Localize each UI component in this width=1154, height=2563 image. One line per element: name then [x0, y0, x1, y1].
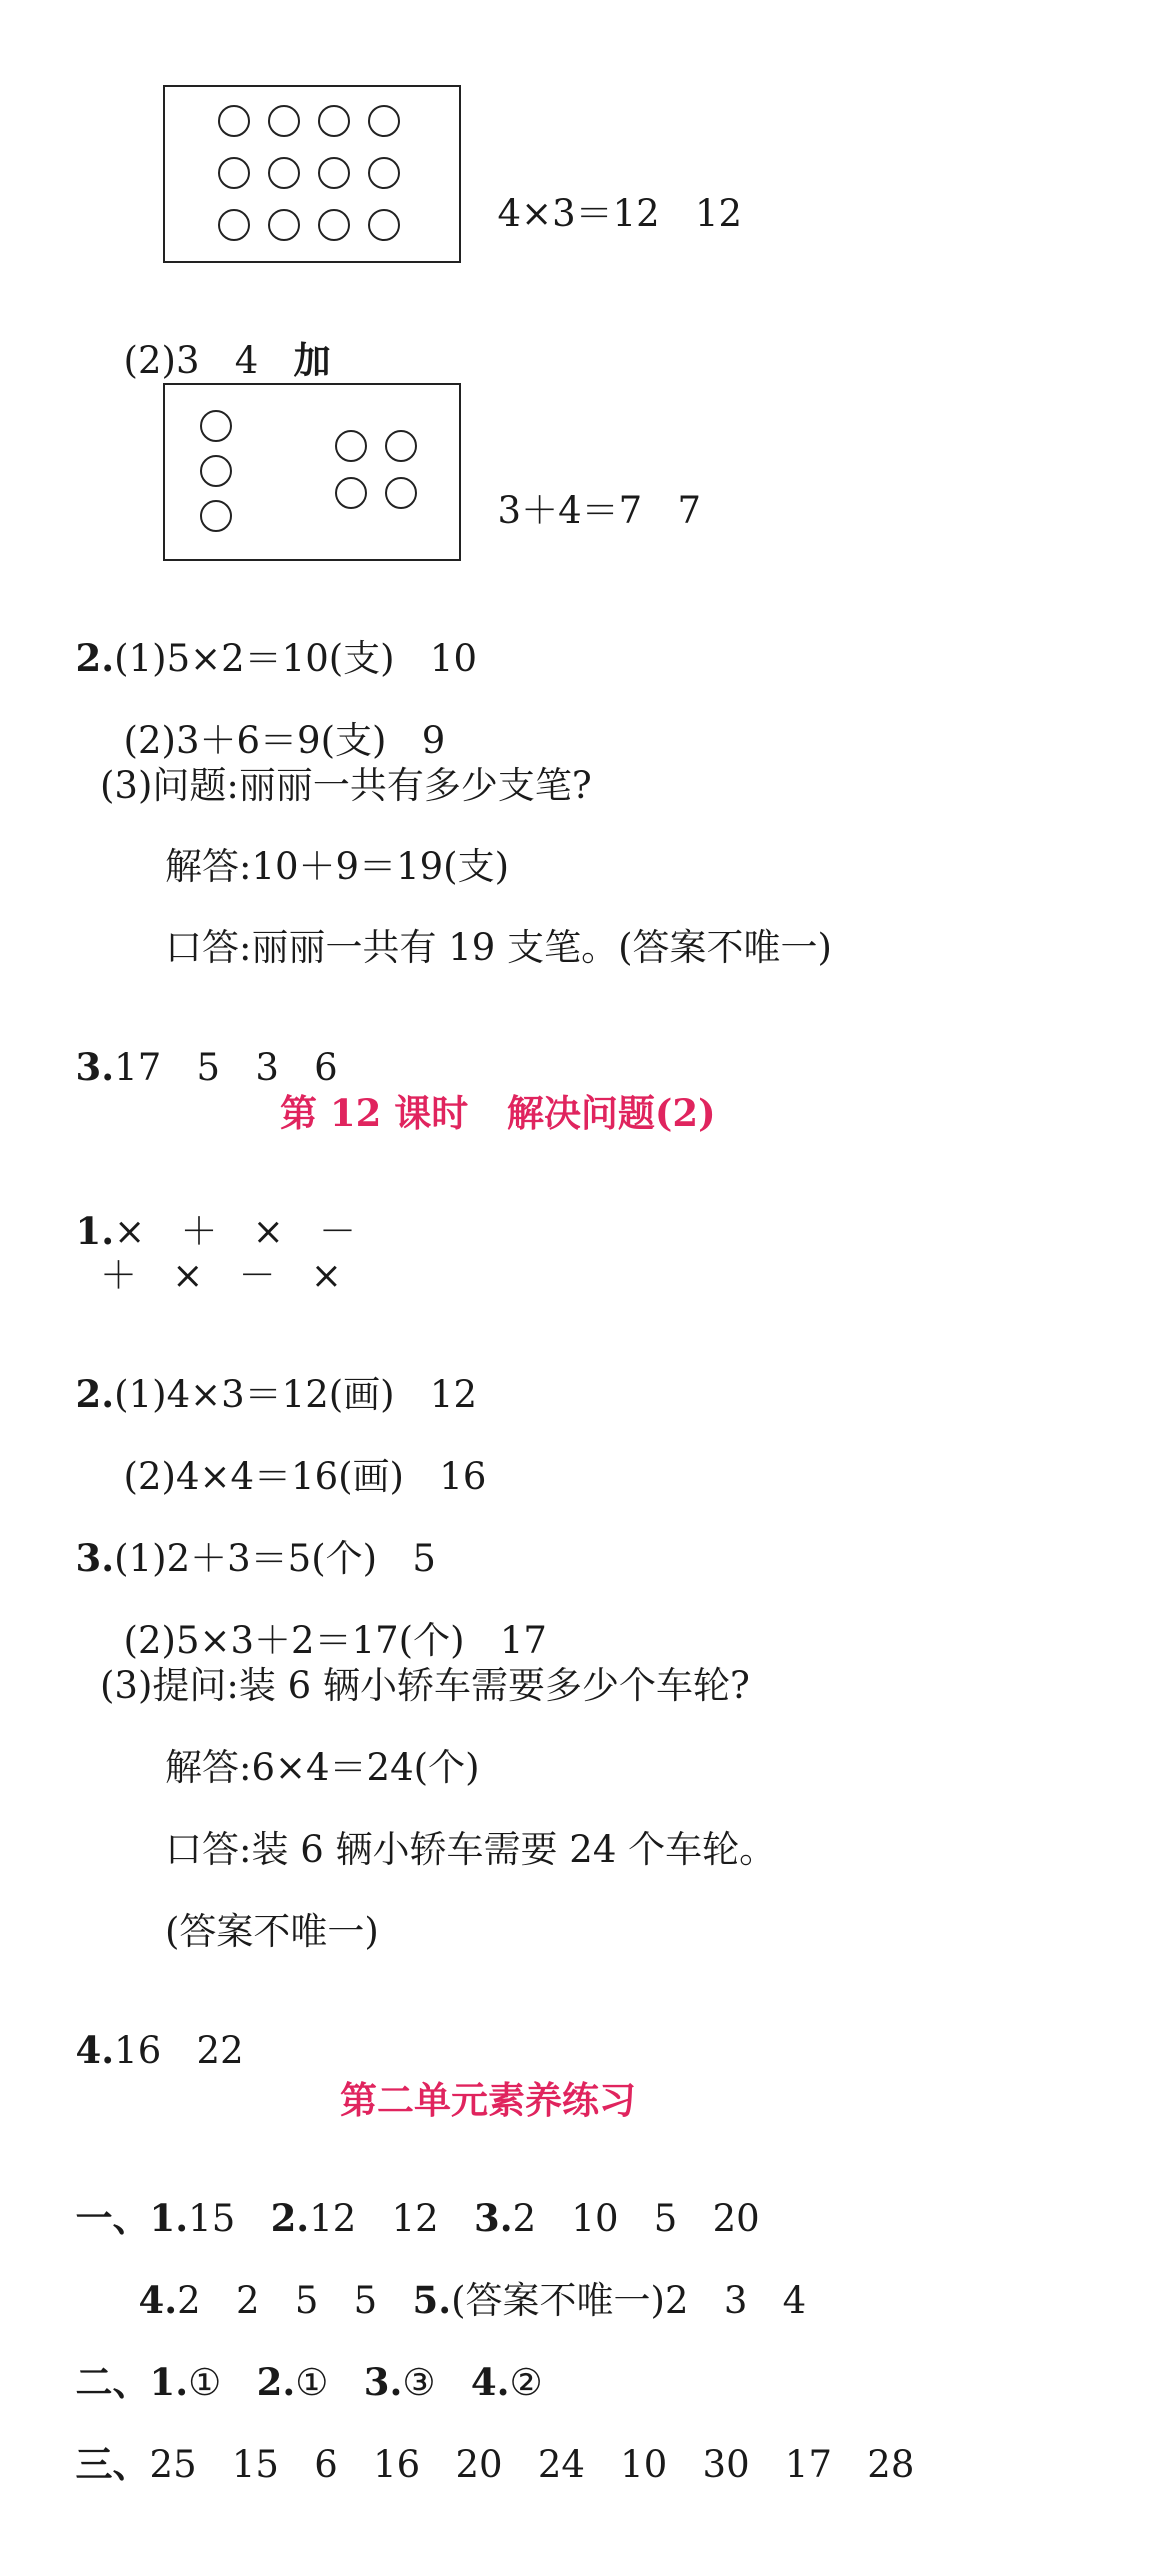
fig2-ans: 7: [677, 489, 701, 532]
answer-text: ②: [509, 2361, 543, 2404]
lesson12-title: 第 12 课时 解决问题(2): [280, 1091, 716, 1135]
answer-value: 17: [499, 1619, 547, 1662]
question-number: 3.: [75, 1045, 115, 1089]
question-number: 4.: [138, 2278, 178, 2322]
l12-q3-3: (3)提问:装 6 辆小轿车需要多少个车轮?: [100, 1664, 750, 1707]
part-label: 二、: [75, 2360, 150, 2404]
l12-q1-row1: [52, 1176, 357, 1253]
question-number: 1.: [149, 2360, 189, 2404]
circle: [268, 105, 300, 137]
unit2-title: 第二单元素养练习: [340, 2078, 636, 2122]
u2-p1-row2: [115, 2245, 807, 2322]
fig2-equation: [474, 455, 701, 532]
l12-q4: [52, 1995, 244, 2072]
l12-q2-2: [100, 1421, 487, 1498]
question-number: 3.: [75, 1536, 115, 1580]
circle: [335, 477, 367, 509]
question-number: 2.: [256, 2360, 296, 2404]
answer-value: 10: [429, 637, 478, 680]
circle: [200, 410, 232, 442]
part-label: 一、: [75, 2196, 150, 2240]
circle: [318, 209, 350, 241]
question-number: 1.: [149, 2196, 189, 2240]
answer-text: (1)2＋3＝5(个): [114, 1537, 378, 1580]
answer-text: (2)4×4＝16(画): [123, 1455, 404, 1498]
answer-text: (1)5×2＝10(支): [114, 637, 395, 680]
u2-p3: [52, 2409, 915, 2486]
circle: [218, 209, 250, 241]
q1-2: [100, 305, 331, 382]
answer-text: ①: [188, 2361, 222, 2404]
part-label: 三、: [75, 2442, 150, 2486]
question-number: 3.: [363, 2360, 403, 2404]
fig1-equation: [474, 158, 743, 235]
circle: [218, 105, 250, 137]
answer-text: 25 15 6 16 20 24 10 30 17 28: [149, 2443, 915, 2486]
l12-q3-3-note: (答案不唯一): [165, 1910, 379, 1953]
fig1-ans: 12: [695, 192, 743, 235]
q1-2-a: 3: [175, 339, 200, 382]
circle-figure-2: [163, 383, 461, 561]
circle: [318, 105, 350, 137]
l12-q3-3-oral: 口答:装 6 辆小轿车需要 24 个车轮。: [165, 1828, 777, 1871]
u2-p2: [52, 2327, 543, 2404]
answer-value: 16: [439, 1455, 487, 1498]
l12-q3-2: [100, 1585, 547, 1662]
answer-text: (2)5×3＋2＝17(个): [123, 1619, 465, 1662]
answer-text: ③: [402, 2361, 436, 2404]
fig2-eq: 3＋4＝7: [497, 489, 643, 532]
question-number: 4.: [75, 2028, 115, 2072]
question-number: 2.: [75, 636, 115, 680]
question-number: 4.: [470, 2360, 510, 2404]
answer-text: (1)4×3＝12(画): [114, 1373, 395, 1416]
answer-text: ①: [295, 2361, 329, 2404]
s1-q2-3: (3)问题:丽丽一共有多少支笔?: [100, 764, 592, 807]
answer-text: 2 10 5 20: [512, 2197, 760, 2240]
answer-text: 15: [188, 2197, 236, 2240]
question-number: 2.: [270, 2196, 310, 2240]
answer-text: 17 5 3 6: [114, 1046, 338, 1089]
l12-q3-3-solution: 解答:6×4＝24(个): [165, 1746, 480, 1789]
question-number: 3.: [473, 2196, 513, 2240]
l12-q1-row2: ＋ × － ×: [100, 1254, 342, 1297]
circle: [200, 500, 232, 532]
answer-text: 2 2 5 5: [177, 2279, 378, 2322]
question-number: 5.: [412, 2278, 452, 2322]
u2-p1-row1: [52, 2163, 760, 2240]
s1-q2-2: [100, 685, 446, 762]
circle-figure-1: [163, 85, 461, 263]
s1-q2-3-solution: 解答:10＋9＝19(支): [165, 845, 510, 888]
q1-2-b: 4: [234, 339, 259, 382]
answer-text: 12 12: [309, 2197, 439, 2240]
fig1-eq: 4×3＝12: [497, 192, 660, 235]
circle: [385, 430, 417, 462]
circle: [335, 430, 367, 462]
circle: [368, 105, 400, 137]
answer-text: 16 22: [114, 2029, 244, 2072]
answer-text: (2)3＋6＝9(支): [123, 719, 387, 762]
l12-q2-1: [52, 1339, 478, 1416]
answer-value: 12: [429, 1373, 478, 1416]
circle: [368, 157, 400, 189]
answer-text: (答案不唯一)2 3 4: [451, 2279, 807, 2322]
answer-value: 9: [421, 719, 446, 762]
s1-q2-3-oral: 口答:丽丽一共有 19 支笔。(答案不唯一): [165, 926, 832, 969]
circle: [268, 209, 300, 241]
answer-value: 5: [412, 1537, 436, 1580]
question-number: 1.: [75, 1209, 115, 1253]
circle: [368, 209, 400, 241]
q1-2-op: 加: [293, 338, 331, 382]
circle: [200, 455, 232, 487]
question-number: 2.: [75, 1372, 115, 1416]
circle: [385, 477, 417, 509]
circle: [218, 157, 250, 189]
s1-q2-1: [52, 603, 478, 680]
answer-text: × ＋ × －: [114, 1210, 357, 1253]
circle: [318, 157, 350, 189]
circle: [268, 157, 300, 189]
s1-q3: [52, 1012, 338, 1089]
l12-q3-1: [52, 1503, 436, 1580]
q1-2-label: (2): [123, 339, 176, 382]
